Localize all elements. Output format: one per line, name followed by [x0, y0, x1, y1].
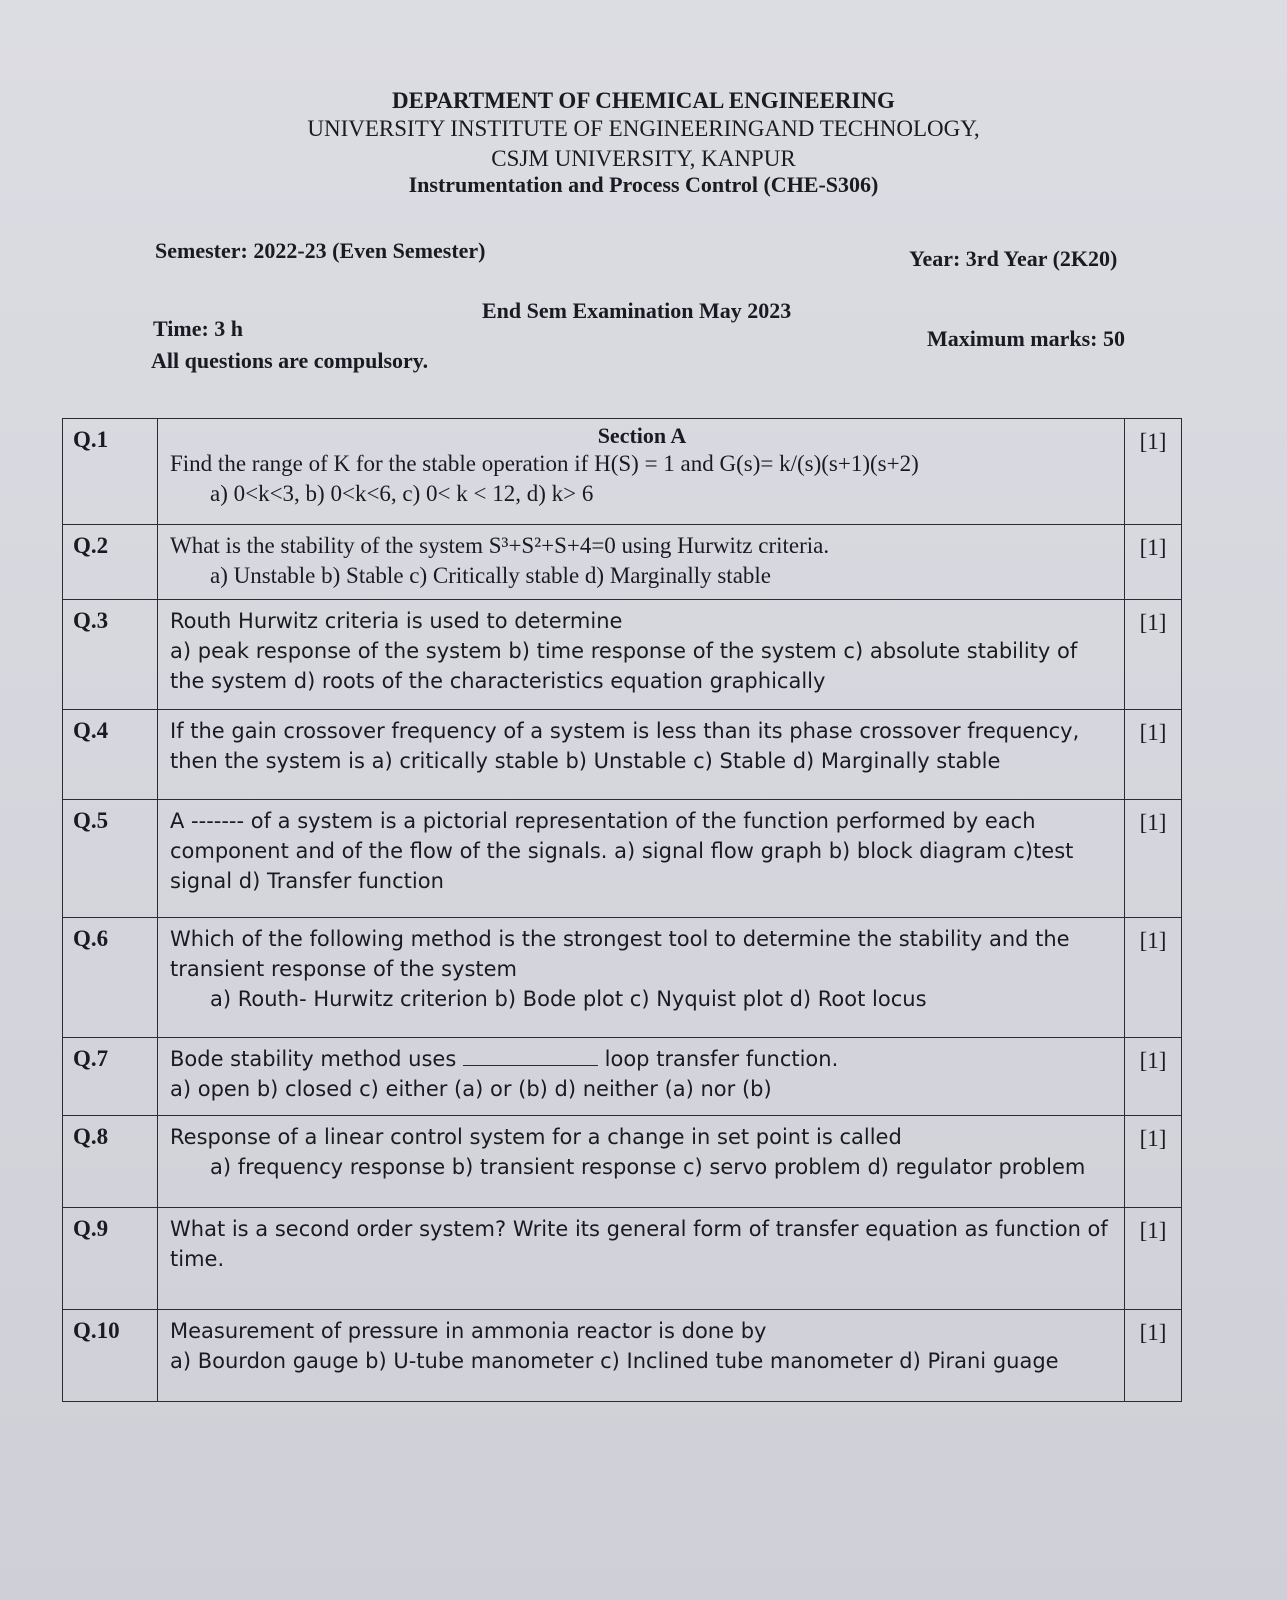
question-number: Q.10	[63, 1310, 158, 1402]
question-cell	[158, 1116, 1125, 1208]
question-number: Q.7	[63, 1038, 158, 1116]
question-cell	[158, 1208, 1125, 1310]
question-text: Find the range of K for the stable operation if H(S) = 1 and G(s)= k/(s)(s+1)(s+2)	[170, 451, 919, 476]
question-cell	[158, 600, 1125, 710]
table-row	[63, 800, 1182, 918]
table-row	[63, 918, 1182, 1038]
marks-cell: [1]	[1125, 1208, 1182, 1310]
department-title: DEPARTMENT OF CHEMICAL ENGINEERING	[392, 88, 895, 113]
marks-cell: [1]	[1125, 710, 1182, 800]
institute-title: UNIVERSITY INSTITUTE OF ENGINEERINGAND TECHNOLOGY,	[307, 116, 980, 141]
question-text: What is the stability of the system S³+S²+S+4=0 using Hurwitz criteria.	[170, 533, 830, 558]
table-row	[63, 1038, 1182, 1116]
question-text: Response of a linear control system for a change in set point is called	[170, 1125, 902, 1149]
question-cell	[158, 800, 1125, 918]
question-cell	[158, 525, 1125, 600]
table-row	[63, 600, 1182, 710]
question-number: Q.6	[63, 918, 158, 1038]
instruction-label: All questions are compulsory.	[151, 348, 429, 373]
question-number: Q.3	[63, 600, 158, 710]
question-options: a) frequency response b) transient response c) servo problem d) regulator problem	[210, 1155, 1086, 1179]
time-label: Time: 3 h	[153, 316, 244, 341]
question-options: a) 0<k<3, b) 0<k<6, c) 0< k < 12, d) k> 6	[210, 481, 594, 506]
question-number: Q.5	[63, 800, 158, 918]
table-row	[63, 1116, 1182, 1208]
question-number: Q.9	[63, 1208, 158, 1310]
section-title: Section A	[597, 423, 687, 448]
table-row	[63, 710, 1182, 800]
question-cell	[158, 1038, 1125, 1116]
question-text-before-blank: Bode stability method uses	[170, 1047, 457, 1071]
question-options: a) peak response of the system b) time response of the system c) absolute stability of the system d) roots of the characteristics equation graphically	[170, 639, 1078, 693]
questions-table	[62, 418, 1182, 1402]
question-number: Q.2	[63, 525, 158, 600]
year-label: Year: 3rd Year (2K20)	[909, 246, 1118, 271]
question-text-after-blank: loop transfer function.	[604, 1047, 839, 1071]
question-cell	[158, 918, 1125, 1038]
semester-label: Semester: 2022-23 (Even Semester)	[155, 238, 486, 263]
question-text: Measurement of pressure in ammonia reactor is done by	[170, 1319, 767, 1343]
question-number: Q.4	[63, 710, 158, 800]
marks-cell: [1]	[1125, 1310, 1182, 1402]
question-text: A ------- of a system is a pictorial representation of the function performed by each component and of the flow of the signals. a) signal flow graph b) block diagram c)test signal d) Transfer function	[170, 809, 1074, 893]
question-number: Q.1	[63, 419, 158, 525]
question-cell	[158, 710, 1125, 800]
university-title: CSJM UNIVERSITY, KANPUR	[491, 146, 796, 171]
question-text: Which of the following method is the strongest tool to determine the stability and the transient response of the system	[170, 927, 1070, 981]
question-text: Routh Hurwitz criteria is used to determine	[170, 609, 623, 633]
marks-cell: [1]	[1125, 1038, 1182, 1116]
course-title: Instrumentation and Process Control (CHE-S306)	[408, 172, 879, 197]
marks-cell: [1]	[1125, 419, 1182, 525]
marks-cell: [1]	[1125, 525, 1182, 600]
marks-cell: [1]	[1125, 600, 1182, 710]
max-marks-label: Maximum marks: 50	[927, 326, 1125, 351]
question-cell	[158, 419, 1125, 525]
question-options: a) open b) closed c) either (a) or (b) d) neither (a) nor (b)	[170, 1077, 772, 1101]
exam-title: End Sem Examination May 2023	[482, 298, 792, 323]
question-number: Q.8	[63, 1116, 158, 1208]
table-row	[63, 1208, 1182, 1310]
table-row	[63, 1310, 1182, 1402]
question-text: If the gain crossover frequency of a system is less than its phase crossover frequency, then the system is a) critically stable b) Unstable c) Stable d) Marginally stable	[170, 719, 1080, 773]
fill-in-blank	[463, 1047, 598, 1066]
question-options: a) Routh- Hurwitz criterion b) Bode plot c) Nyquist plot d) Root locus	[210, 987, 927, 1011]
table-row	[63, 525, 1182, 600]
question-options: a) Unstable b) Stable c) Critically stable d) Marginally stable	[210, 563, 771, 588]
question-text: What is a second order system? Write its general form of transfer equation as function of time.	[170, 1217, 1108, 1271]
marks-cell: [1]	[1125, 918, 1182, 1038]
question-cell	[158, 1310, 1125, 1402]
table-row	[63, 419, 1182, 525]
marks-cell: [1]	[1125, 800, 1182, 918]
question-text	[170, 1044, 1114, 1074]
question-options: a) Bourdon gauge b) U-tube manometer c) Inclined tube manometer d) Pirani guage	[170, 1349, 1059, 1373]
marks-cell: [1]	[1125, 1116, 1182, 1208]
